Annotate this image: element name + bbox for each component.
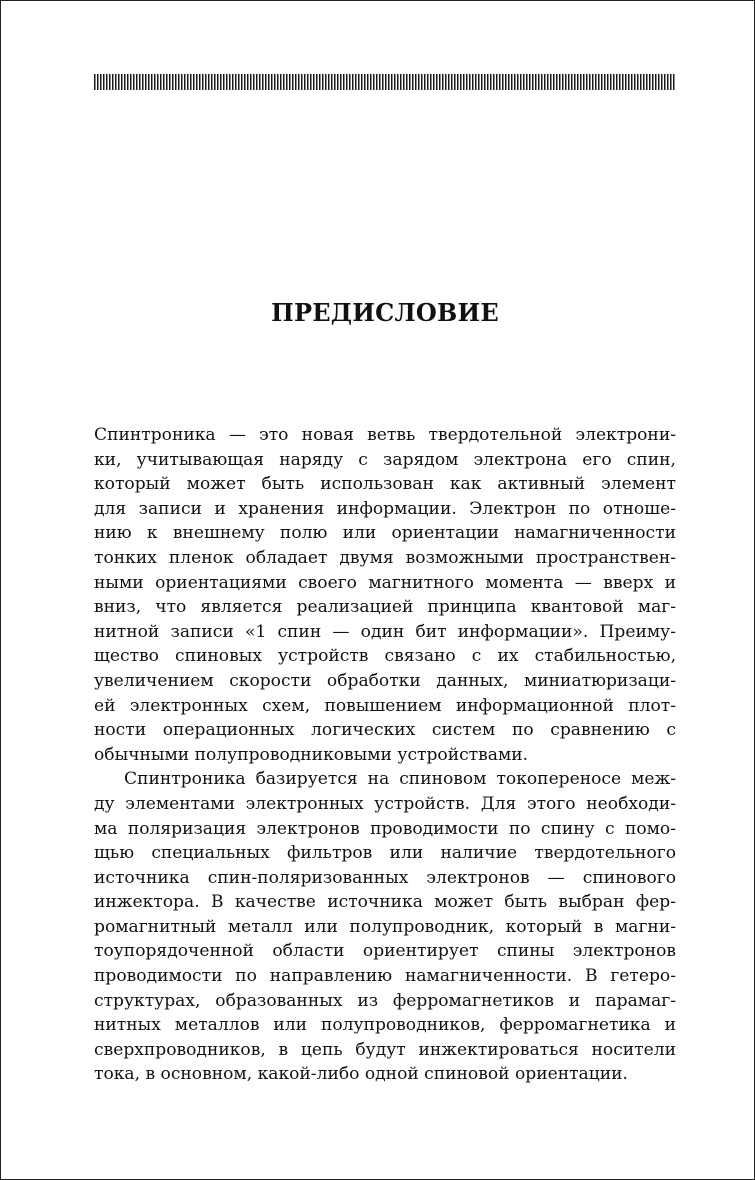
text-line: щью специальных фильтров или наличие твердотельного [94, 843, 676, 864]
text-line: нитных металлов или полупроводников, ферромагнетика и [94, 1015, 676, 1036]
text-line: вниз, что является реализацией принципа квантовой маг- [94, 597, 676, 618]
text-line: ными ориентациями своего магнитного момента — вверх и [94, 572, 676, 593]
text-line: нию к внешнему полю или ориентации намагниченности [94, 523, 676, 544]
page-title: ПРЕДИСЛОВИЕ [271, 298, 499, 327]
text-line: структурах, образованных из ферромагнетиков и парамаг- [94, 990, 676, 1011]
text-line: Спинтроника базируется на спиновом токопереносе меж- [124, 769, 676, 790]
text-line: нитной записи «1 спин — один бит информации». Преиму- [94, 621, 676, 642]
text-line: тока, в основном, какой-либо одной спиновой ориентации. [94, 1064, 628, 1085]
text-line: инжектора. В качестве источника может быть выбран фер- [94, 892, 676, 913]
text-line: ромагнитный металл или полупроводник, который в магни- [94, 916, 676, 937]
paragraph-2 [94, 767, 676, 1087]
text-line: щество спиновых устройств связано с их стабильностью, [94, 646, 676, 667]
text-line: тоупорядоченной области ориентирует спины электронов [94, 941, 676, 962]
text-line: ки, учитывающая наряду с зарядом электрона его спин, [94, 449, 676, 470]
body-text [94, 423, 676, 1087]
text-line: обычными полупроводниковыми устройствами. [94, 744, 529, 765]
text-line: ей электронных схем, повышением информационной плот- [94, 695, 676, 716]
text-line: проводимости по направлению намагниченности. В гетеро- [94, 966, 676, 987]
text-line: который может быть использован как активный элемент [94, 474, 676, 495]
text-line: тонких пленок обладает двумя возможными пространствен- [94, 547, 676, 568]
decorative-header-rule [94, 74, 676, 90]
text-line: ности операционных логических систем по сравнению с [94, 720, 676, 741]
text-line: ду элементами электронных устройств. Для этого необходи- [94, 793, 676, 814]
text-line: для записи и хранения информации. Электрон по отноше- [94, 498, 676, 519]
text-line: увеличением скорости обработки данных, миниатюризаци- [94, 670, 676, 691]
text-line: источника спин-поляризованных электронов — спинового [94, 867, 676, 888]
paragraph-1 [94, 423, 676, 767]
text-line: Спинтроника — это новая ветвь твердотельной электрони- [94, 425, 676, 445]
text-line: сверхпроводников, в цепь будут инжектироваться носители [94, 1039, 676, 1060]
text-line: ма поляризация электронов проводимости по спину с помо- [94, 818, 676, 839]
